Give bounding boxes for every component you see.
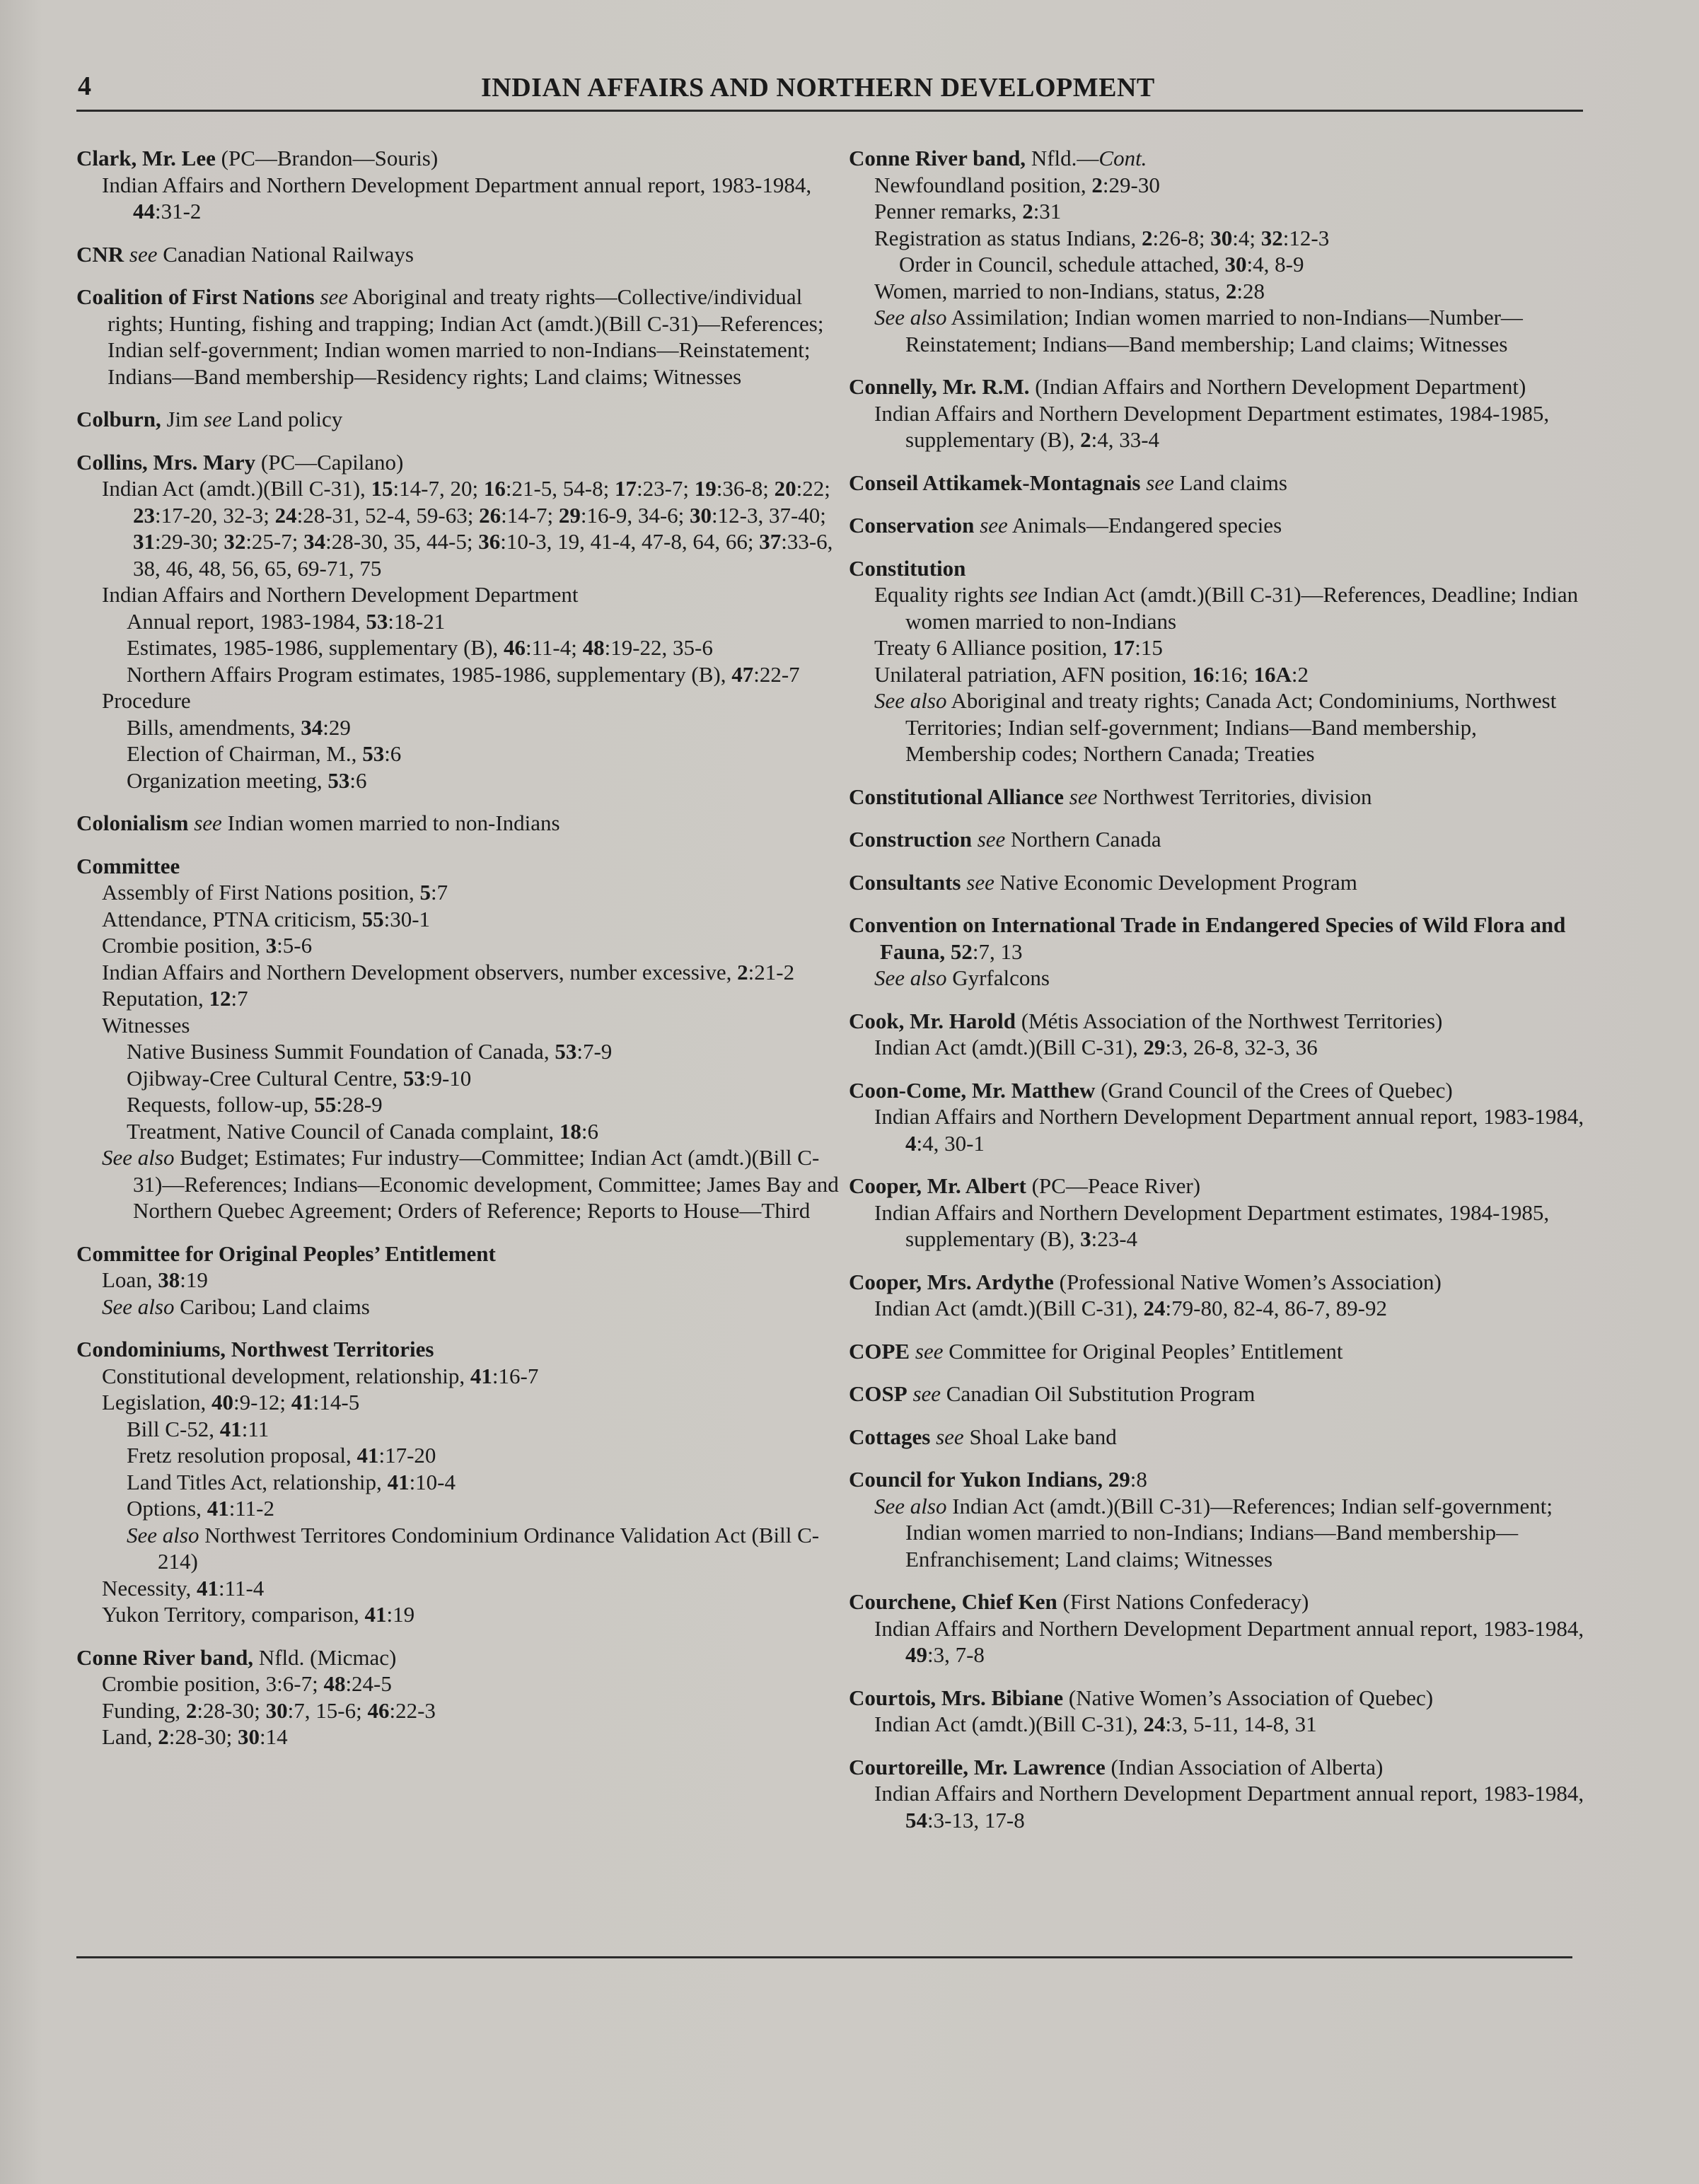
- entry-heading: [849, 1077, 1584, 1104]
- entry-heading: [849, 512, 1584, 539]
- entry-term-detail: see Indian women married to non-Indians: [194, 811, 560, 835]
- subentry: Witnesses: [102, 1012, 190, 1038]
- index-entry: [76, 853, 840, 1224]
- subentry: Indian Act (amdt.)(Bill C-31), 24:79-80, 82-4, 86-7, 89-92: [874, 1296, 1387, 1320]
- subentry: Penner remarks, 2:31: [874, 199, 1062, 223]
- entry-term-detail: (PC—Peace River): [1026, 1173, 1201, 1198]
- subentry: Newfoundland position, 2:29-30: [874, 172, 1160, 197]
- entry-heading: [849, 1685, 1584, 1712]
- subentry: Loan, 38:19: [102, 1267, 208, 1292]
- entry-term: Constitutional Alliance: [849, 784, 1065, 809]
- subentry: Indian Act (amdt.)(Bill C-31), 29:3, 26-8, 32-3, 36: [874, 1035, 1318, 1059]
- entry-heading: [76, 406, 840, 433]
- index-entry: [849, 826, 1584, 853]
- subentry: Registration as status Indians, 2:26-8; 30:4; 32:12-3: [874, 225, 1330, 250]
- subentry: Estimates, 1985-1986, supplementary (B), 46:11-4; 48:19-22, 35-6: [127, 635, 713, 660]
- entry-term: COPE: [849, 1338, 910, 1364]
- entry-term: Cook, Mr. Harold: [849, 1008, 1016, 1033]
- index-entry: [849, 1338, 1584, 1365]
- index-entry: [849, 1381, 1584, 1407]
- left-column: [76, 145, 840, 1767]
- subentry: Attendance, PTNA criticism, 55:30-1: [102, 906, 431, 931]
- entry-term-detail: (PC—Brandon—Souris): [215, 146, 439, 170]
- entry-term: Collins, Mrs. Mary: [76, 449, 256, 475]
- subentry: See also Aboriginal and treaty rights; Canada Act; Condominiums, Northwest Territories; Indian self-government; Indians—Band membership, Membership codes; Northern Canada; Treaties: [874, 688, 1557, 766]
- index-entry: [76, 284, 840, 390]
- index-entry: [849, 512, 1584, 539]
- subentry: Indian Act (amdt.)(Bill C-31), 24:3, 5-11, 14-8, 31: [874, 1712, 1317, 1736]
- entry-term-detail: (Indian Association of Alberta): [1105, 1754, 1384, 1779]
- index-entry: [76, 1241, 840, 1320]
- entry-term: Council for Yukon Indians, 29: [849, 1467, 1130, 1492]
- entry-term: Conne River band,: [76, 1644, 254, 1670]
- entry-term-detail: see Aboriginal and treaty rights—Collective/individual rights; Hunting, fishing and trapping; Indian Act (amdt.)(Bill C-31)—References; Indian self-government; Indian women married to non-Indians—Reinstatement; Indians—Band membership—Residency rights; Land claims; Witnesses: [108, 284, 824, 389]
- entry-term: Courtoreille, Mr. Lawrence: [849, 1754, 1106, 1779]
- entry-term: Conservation: [849, 513, 975, 538]
- subentry: Constitutional development, relationship, 41:16-7: [102, 1363, 539, 1388]
- entry-term: Cottages: [849, 1424, 931, 1449]
- subentry: Fretz resolution proposal, 41:17-20: [127, 1443, 436, 1468]
- entry-term-detail: Jim see Land policy: [161, 407, 343, 431]
- entry-heading: [76, 145, 840, 172]
- entry-heading: [849, 1008, 1584, 1035]
- index-entry: [849, 1588, 1584, 1668]
- subentry: Unilateral patriation, AFN position, 16:16; 16A:2: [874, 661, 1309, 687]
- index-entry: [849, 373, 1584, 453]
- entry-term-detail: :7, 13: [972, 939, 1023, 964]
- entry-term: Clark, Mr. Lee: [76, 146, 216, 170]
- entry-heading: [849, 1269, 1584, 1296]
- subentry: See also Indian Act (amdt.)(Bill C-31)—References; Indian self-government; Indian women married to non-Indians; Indians—Band membership—Enfranchisement; Land claims; Witnesses: [874, 1493, 1553, 1572]
- entry-heading: [849, 912, 1584, 965]
- entry-term: Consultants: [849, 869, 961, 895]
- entry-heading: [849, 1381, 1584, 1407]
- entry-heading: [849, 1754, 1584, 1781]
- index-entry: [849, 784, 1584, 811]
- entry-term: Cooper, Mr. Albert: [849, 1173, 1026, 1198]
- entry-heading: [76, 284, 840, 390]
- entry-term-detail: see Northern Canada: [977, 827, 1161, 852]
- index-entry: [849, 912, 1584, 992]
- entry-term: Courchene, Chief Ken: [849, 1589, 1057, 1614]
- index-entry: [849, 1269, 1584, 1322]
- subentry: Reputation, 12:7: [102, 986, 248, 1011]
- index-entry: [849, 1754, 1584, 1834]
- entry-term-detail: (PC—Capilano): [255, 449, 404, 475]
- entry-heading: [76, 1336, 840, 1363]
- entry-term: COSP: [849, 1381, 908, 1406]
- bottom-rule: [76, 1956, 1572, 1958]
- entry-term: Colonialism: [76, 811, 189, 835]
- index-entry: [849, 1466, 1584, 1572]
- subentry: Legislation, 40:9-12; 41:14-5: [102, 1390, 360, 1415]
- right-column: [849, 145, 1584, 1849]
- subentry: Ojibway-Cree Cultural Centre, 53:9-10: [127, 1065, 472, 1091]
- entry-term-detail: see Animals—Endangered species: [980, 513, 1282, 538]
- index-entry: [849, 145, 1584, 357]
- index-entry: [76, 406, 840, 433]
- index-entry: [849, 1077, 1584, 1157]
- entry-heading: [849, 869, 1584, 896]
- entry-term: Conseil Attikamek-Montagnais: [849, 470, 1141, 495]
- subentry: Indian Affairs and Northern Development observers, number excessive, 2:21-2: [102, 959, 795, 984]
- subentry: Northern Affairs Program estimates, 1985-1986, supplementary (B), 47:22-7: [127, 661, 800, 687]
- entry-heading: [849, 1466, 1584, 1493]
- subentry: Bills, amendments, 34:29: [127, 714, 351, 740]
- subentry: Crombie position, 3:5-6: [102, 933, 313, 958]
- subentry: See also Assimilation; Indian women married to non-Indians—Number—Reinstatement; Indians—Band membership; Land claims; Witnesses: [874, 305, 1523, 356]
- entry-term: Construction: [849, 827, 972, 852]
- running-head: INDIAN AFFAIRS AND NORTHERN DEVELOPMENT: [481, 73, 1155, 103]
- entry-term: Connelly, Mr. R.M.: [849, 374, 1030, 399]
- page-number: 4: [78, 71, 91, 101]
- subentry: Election of Chairman, M., 53:6: [127, 741, 402, 766]
- subentry: Treaty 6 Alliance position, 17:15: [874, 635, 1163, 660]
- entry-heading: [849, 784, 1584, 811]
- entry-heading: [76, 449, 840, 476]
- entry-term: Conne River band,: [849, 146, 1026, 170]
- entry-term-detail: (Indian Affairs and Northern Development Department): [1029, 374, 1526, 399]
- subentry: Land Titles Act, relationship, 41:10-4: [127, 1469, 456, 1494]
- subentry: Indian Affairs and Northern Development Department annual report, 1983-1984, 49:3, 7-8: [874, 1615, 1584, 1667]
- subentry: See also Caribou; Land claims: [102, 1294, 370, 1319]
- subentry: Funding, 2:28-30; 30:7, 15-6; 46:22-3: [102, 1697, 436, 1723]
- entry-heading: [849, 1338, 1584, 1365]
- subentry: Yukon Territory, comparison, 41:19: [102, 1602, 415, 1627]
- subentry: Indian Affairs and Northern Development Department estimates, 1984-1985, supplementary (B), 3:23-4: [874, 1200, 1550, 1251]
- entry-term-detail: see Canadian Oil Substitution Program: [912, 1381, 1256, 1406]
- entry-term: Convention on International Trade in Endangered Species of Wild Flora and Fauna, 52: [849, 912, 1566, 964]
- entry-term-detail: (Professional Native Women’s Association): [1053, 1269, 1442, 1294]
- subentry: Indian Affairs and Northern Development Department: [102, 582, 579, 607]
- entry-term: Committee for Original Peoples’ Entitlement: [76, 1241, 496, 1266]
- entry-term: Courtois, Mrs. Bibiane: [849, 1685, 1064, 1710]
- entry-heading: [849, 1424, 1584, 1451]
- entry-term-detail: see Northwest Territories, division: [1069, 784, 1372, 809]
- subentry: Order in Council, schedule attached, 30:4, 8-9: [899, 252, 1304, 277]
- entry-term: CNR: [76, 241, 124, 267]
- subentry: Equality rights see Indian Act (amdt.)(Bill C-31)—References, Deadline; Indian women married to non-Indians: [874, 582, 1579, 634]
- subentry: Women, married to non-Indians, status, 2:28: [874, 278, 1265, 303]
- entry-term-detail: (Métis Association of the Northwest Territories): [1015, 1008, 1443, 1033]
- entry-term-detail: see Native Economic Development Program: [966, 869, 1357, 895]
- entry-heading: [76, 241, 840, 268]
- subentry: Native Business Summit Foundation of Canada, 53:7-9: [127, 1039, 613, 1064]
- entry-term-detail: (Grand Council of the Crees of Quebec): [1095, 1077, 1453, 1103]
- index-entry: [849, 1008, 1584, 1061]
- entry-heading: [849, 1173, 1584, 1200]
- entry-heading: [76, 1241, 840, 1267]
- entry-term: Cooper, Mrs. Ardythe: [849, 1269, 1054, 1294]
- index-entry: [849, 470, 1584, 496]
- subentry: See also Gyrfalcons: [874, 965, 1050, 990]
- index-entry: [849, 555, 1584, 767]
- index-entry: [849, 1173, 1584, 1253]
- index-entry: [76, 145, 840, 225]
- entry-term-detail: Nfld. (Micmac): [253, 1644, 397, 1670]
- subentry: Necessity, 41:11-4: [102, 1575, 265, 1601]
- entry-term-detail: (First Nations Confederacy): [1057, 1589, 1309, 1614]
- subentry: See also Northwest Territores Condominium Ordinance Validation Act (Bill C-214): [127, 1522, 820, 1574]
- subentry: Indian Affairs and Northern Development Department annual report, 1983-1984, 44:31-2: [102, 172, 812, 223]
- entry-heading: [76, 853, 840, 880]
- entry-heading: [76, 1644, 840, 1671]
- index-entry: [849, 1685, 1584, 1738]
- entry-heading: [849, 1588, 1584, 1615]
- subentry: Crombie position, 3:6-7; 48:24-5: [102, 1671, 392, 1696]
- index-entry: [849, 1424, 1584, 1451]
- index-entry: [76, 241, 840, 268]
- entry-term: Coon-Come, Mr. Matthew: [849, 1077, 1096, 1103]
- subentry: Procedure: [102, 688, 191, 713]
- index-entry: [76, 1336, 840, 1628]
- subentry: Annual report, 1983-1984, 53:18-21: [127, 608, 446, 634]
- subentry: Bill C-52, 41:11: [127, 1416, 269, 1441]
- subentry: Assembly of First Nations position, 5:7: [102, 880, 448, 905]
- entry-heading: [849, 555, 1584, 582]
- entry-heading: [849, 145, 1584, 172]
- subentry: Indian Affairs and Northern Development Department annual report, 1983-1984, 54:3-13, 17-8: [874, 1781, 1584, 1832]
- entry-term-detail: (Native Women’s Association of Quebec): [1063, 1685, 1434, 1710]
- entry-term: Condominiums, Northwest Territories: [76, 1337, 434, 1361]
- entry-term-detail: see Canadian National Railways: [129, 241, 414, 267]
- subentry: Indian Act (amdt.)(Bill C-31), 15:14-7, 20; 16:21-5, 54-8; 17:23-7; 19:36-8; 20:22; 23:17-20, 32-3; 24:28-31, 52-4, 59-63; 26:14-7; 29:16-9, 34-6; 30:12-3, 37-40; 31:29-30; 32:25-7; 34:28-30, 35, 44-5; 36:10-3, 19, 41-4, 47-8, 64, 66; 37:33-6, 38, 46, 48, 56, 65, 69-71, 75: [102, 476, 833, 581]
- entry-term-detail: see Land claims: [1146, 470, 1287, 495]
- entry-term: Colburn,: [76, 407, 161, 431]
- entry-heading: [849, 373, 1584, 400]
- entry-heading: [849, 826, 1584, 853]
- entry-term-detail: see Shoal Lake band: [936, 1424, 1117, 1449]
- entry-term: Committee: [76, 853, 180, 878]
- index-entry: [76, 810, 840, 837]
- index-entry: [76, 449, 840, 794]
- subentry: Land, 2:28-30; 30:14: [102, 1724, 288, 1749]
- index-entry: [849, 869, 1584, 896]
- entry-term-detail: see Committee for Original Peoples’ Entitlement: [915, 1338, 1343, 1364]
- entry-term: Coalition of First Nations: [76, 284, 315, 309]
- entry-term-detail: :8: [1130, 1467, 1147, 1492]
- subentry: Options, 41:11-2: [127, 1496, 274, 1521]
- entry-heading: [76, 810, 840, 837]
- subentry: Organization meeting, 53:6: [127, 767, 367, 793]
- subentry: Treatment, Native Council of Canada complaint, 18:6: [127, 1118, 598, 1144]
- subentry: Indian Affairs and Northern Development Department annual report, 1983-1984, 4:4, 30-1: [874, 1104, 1584, 1156]
- entry-heading: [849, 470, 1584, 496]
- top-rule: [76, 110, 1583, 112]
- index-entry: [76, 1644, 840, 1750]
- subentry: Indian Affairs and Northern Development Department estimates, 1984-1985, supplementary (B), 2:4, 33-4: [874, 400, 1550, 452]
- entry-term: Constitution: [849, 555, 966, 581]
- subentry: Requests, follow-up, 55:28-9: [127, 1092, 383, 1117]
- entry-term-detail: Nfld.—Cont.: [1026, 146, 1147, 170]
- subentry: See also Budget; Estimates; Fur industry—Committee; Indian Act (amdt.)(Bill C-31)—References; Indians—Economic development, Committee; James Bay and Northern Quebec Agreement; Orders of Reference; Reports to House—Third: [102, 1145, 839, 1223]
